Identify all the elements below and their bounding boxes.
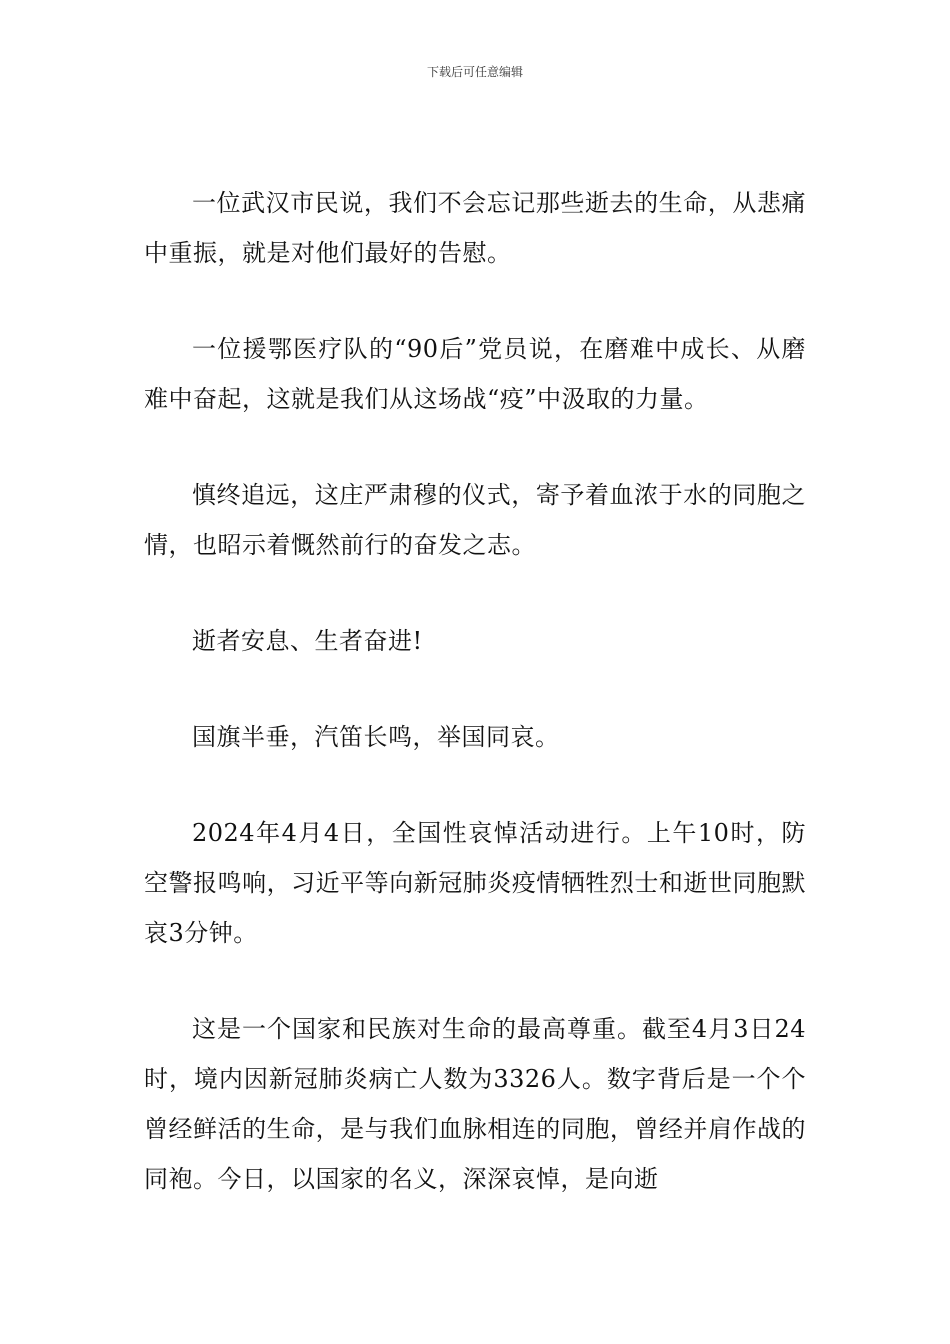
paragraph: 逝者安息、生者奋进! bbox=[192, 627, 423, 655]
paragraph: 2024年4月4日，全国性哀悼活动进行。上午10时，防空警报鸣响，习近平等向新冠肺炎疫情牺牲烈士和逝世同胞默哀3分钟。 bbox=[144, 819, 806, 947]
paragraph: 一位援鄂医疗队的“90后”党员说，在磨难中成长、从磨难中奋起，这就是我们从这场战“疫”中汲取的力量。 bbox=[144, 335, 806, 413]
paragraph: 慎终追远，这庄严肃穆的仪式，寄予着血浓于水的同胞之情，也昭示着慨然前行的奋发之志。 bbox=[144, 481, 806, 559]
document-body bbox=[144, 178, 806, 1250]
paragraph: 这是一个国家和民族对生命的最高尊重。截至4月3日24时，境内因新冠肺炎病亡人数为3326人。数字背后是一个个曾经鲜活的生命，是与我们血脉相连的同胞，曾经并肩作战的同袍。今日，以国家的名义，深深哀悼，是向逝 bbox=[144, 1015, 806, 1193]
paragraph: 国旗半垂，汽笛长鸣，举国同哀。 bbox=[192, 723, 560, 751]
page-header-note: 下载后可任意编辑 bbox=[426, 65, 523, 79]
paragraph: 一位武汉市民说，我们不会忘记那些逝去的生命，从悲痛中重振，就是对他们最好的告慰。 bbox=[144, 189, 806, 267]
